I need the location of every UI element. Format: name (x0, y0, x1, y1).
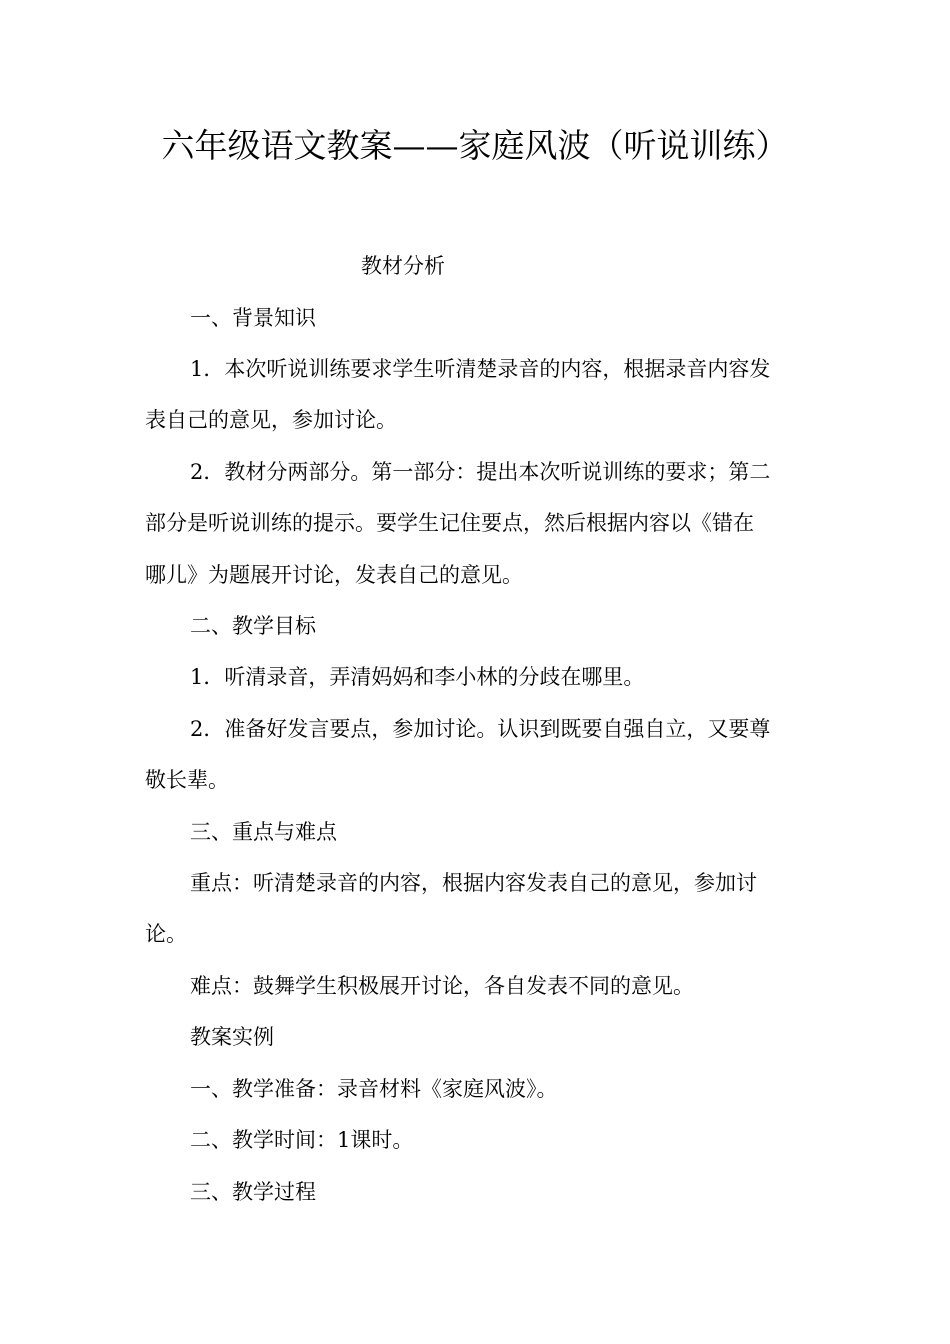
paragraph-line: 二、教学时间：1课时。 (190, 1128, 414, 1152)
paragraph-line: 一、教学准备：录音材料《家庭风波》。 (190, 1077, 558, 1101)
document-title: 六年级语文教案——家庭风波（听说训练） (161, 126, 789, 165)
paragraph-line: 难点：鼓舞学生积极展开讨论，各自发表不同的意见。 (190, 974, 694, 998)
section-heading-process: 三、教学过程 (190, 1180, 316, 1204)
paragraph-line: 部分是听说训练的提示。要学生记住要点，然后根据内容以《错在 (145, 511, 754, 535)
paragraph-line: 敬长辈。 (145, 768, 229, 792)
section-heading-textbook-analysis: 教材分析 (361, 254, 445, 278)
paragraph-line: 重点：听清楚录音的内容，根据内容发表自己的意见，参加讨 (190, 871, 757, 895)
section-heading-key-points: 三、重点与难点 (190, 820, 337, 844)
paragraph-line: 2．准备好发言要点，参加讨论。认识到既要自强自立，又要尊 (190, 717, 771, 741)
paragraph-line: 论。 (145, 922, 187, 946)
paragraph-line: 1．听清录音，弄清妈妈和李小林的分歧在哪里。 (190, 665, 645, 689)
section-heading-objectives: 二、教学目标 (190, 614, 316, 638)
paragraph-line: 哪儿》为题展开讨论，发表自己的意见。 (145, 563, 523, 587)
paragraph-line: 2．教材分两部分。第一部分：提出本次听说训练的要求；第二 (190, 460, 771, 484)
section-heading-background: 一、背景知识 (190, 306, 316, 330)
section-heading-lesson-example: 教案实例 (190, 1025, 274, 1049)
paragraph-line: 1．本次听说训练要求学生听清楚录音的内容，根据录音内容发 (190, 357, 771, 381)
paragraph-line: 表自己的意见，参加讨论。 (145, 408, 397, 432)
